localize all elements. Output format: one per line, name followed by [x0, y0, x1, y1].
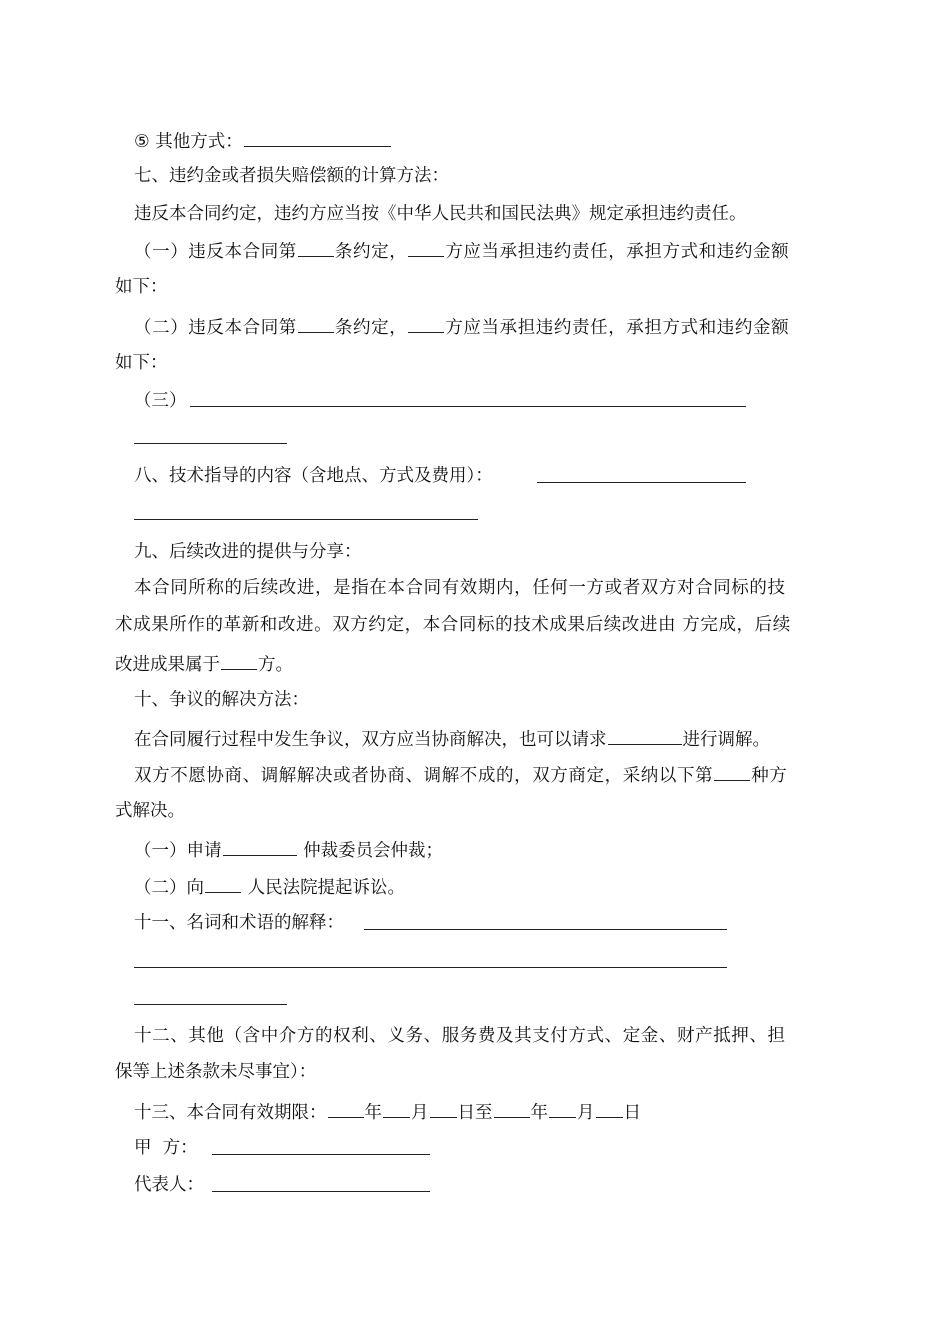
section-7-item-3 — [134, 389, 187, 413]
section-10-text-2b: 种方 — [751, 766, 788, 786]
section-9-heading: 九、后续改进的提供与分享： — [134, 542, 362, 562]
blank-line[interactable] — [134, 1004, 287, 1005]
year-label: 年 — [364, 1103, 382, 1123]
blank-field[interactable] — [408, 238, 444, 257]
section-10-option-2 — [134, 874, 405, 900]
section-10-option-1 — [134, 837, 443, 863]
section-9-text-1: 本合同所称的后续改进，是指在本合同有效期内，任何一方或者双方对合同标的技 — [134, 578, 786, 598]
section-9-text-3b: 方。 — [258, 655, 293, 675]
blank-field[interactable] — [298, 238, 334, 257]
section-7-text: 违反本合同约定，违约方应当按《中华人民共和国民法典》规定承担违约责任。 — [134, 204, 747, 224]
end-day-field[interactable] — [596, 1099, 623, 1118]
blank-field[interactable] — [298, 314, 334, 333]
blank-line[interactable] — [134, 443, 287, 444]
section-7-heading: 七、违约金或者损失赔偿额的计算方法： — [134, 166, 449, 186]
year-label: 年 — [530, 1103, 548, 1123]
section-10-text-1 — [134, 726, 770, 752]
section-9-text-2: 术成果所作的革新和改进。双方约定，本合同标的技术成果后续改进由 方完成，后续 — [115, 615, 791, 635]
representative-label: 代表人： — [134, 1175, 204, 1195]
day-label: 日 — [623, 1103, 641, 1123]
party-a-line — [134, 1136, 198, 1160]
blank-field[interactable] — [205, 874, 241, 893]
other-method-line — [134, 128, 392, 154]
representative-line — [134, 1173, 204, 1197]
section-7-item-2 — [134, 314, 789, 340]
representative-field[interactable] — [212, 1191, 430, 1192]
end-year-field[interactable] — [494, 1099, 530, 1118]
section-8-heading: 八、技术指导的内容（含地点、方式及费用）： — [134, 466, 493, 486]
party-a-field[interactable] — [212, 1154, 430, 1155]
item-1-text-c: 方应当承担违约责任，承担方式和违约金额 — [445, 242, 790, 262]
section-10-heading: 十、争议的解决方法： — [134, 690, 309, 710]
item-2-text-c: 方应当承担违约责任，承担方式和违约金额 — [445, 318, 790, 338]
item-3-label: （三） — [134, 391, 187, 411]
blank-line[interactable] — [134, 519, 478, 520]
section-10-text-1b: 进行调解。 — [682, 730, 770, 750]
start-year-field[interactable] — [328, 1099, 364, 1118]
blank-line[interactable] — [537, 482, 746, 483]
section-7-item-2-cont: 如下： — [115, 353, 168, 373]
section-10-text-1a: 在合同履行过程中发生争议，双方应当协商解决，也可以请求 — [134, 730, 607, 750]
blank-field[interactable] — [223, 837, 297, 856]
end-month-field[interactable] — [549, 1099, 576, 1118]
start-month-field[interactable] — [383, 1099, 410, 1118]
blank-field[interactable] — [714, 762, 750, 781]
option-2-text-b: 人民法院提起诉讼。 — [242, 878, 406, 898]
option-2-text-a: （二）向 — [134, 878, 204, 898]
validity-label: 十三、本合同有效期限： — [134, 1103, 327, 1123]
section-7-item-1-cont: 如下： — [115, 277, 168, 297]
day-to-label: 日至 — [457, 1103, 493, 1123]
item-2-text-b: 条约定， — [334, 318, 408, 338]
section-10-text-2a: 双方不愿协商、调解解决或者协商、调解不成的，双方商定，采纳以下第 — [134, 766, 714, 786]
section-10-text-3: 式解决。 — [115, 801, 185, 821]
blank-field[interactable] — [608, 726, 682, 745]
section-7-item-1 — [134, 238, 789, 264]
start-day-field[interactable] — [430, 1099, 457, 1118]
section-10-text-2 — [134, 762, 787, 788]
blank-line[interactable] — [134, 967, 727, 968]
blank-field[interactable] — [221, 651, 257, 670]
month-label: 月 — [411, 1103, 429, 1123]
month-label: 月 — [577, 1103, 595, 1123]
section-11-heading: 十一、名词和术语的解释： — [134, 913, 344, 933]
option-1-text-b: 仲裁委员会仲裁； — [297, 841, 444, 861]
blank-field[interactable] — [408, 314, 444, 333]
section-9-text-3a: 改进成果属于 — [115, 655, 220, 675]
blank-field[interactable] — [244, 128, 391, 147]
blank-line[interactable] — [190, 406, 746, 407]
item-2-text-a: （二）违反本合同第 — [134, 318, 297, 338]
section-12-text-1: 十二、其他（含中介方的权利、义务、服务费及其支付方式、定金、财产抵押、担 — [134, 1026, 786, 1046]
blank-line[interactable] — [364, 929, 727, 930]
item-1-text-a: （一）违反本合同第 — [134, 242, 297, 262]
section-13-validity — [134, 1099, 641, 1125]
party-a-label: 甲 方： — [134, 1138, 198, 1158]
option-1-text-a: （一）申请 — [134, 841, 222, 861]
item-1-text-b: 条约定， — [334, 242, 408, 262]
other-method-label: ⑤ 其他方式： — [134, 132, 243, 152]
section-12-text-2: 保等上述条款未尽事宜）： — [115, 1062, 317, 1082]
section-9-text-3 — [115, 651, 293, 677]
